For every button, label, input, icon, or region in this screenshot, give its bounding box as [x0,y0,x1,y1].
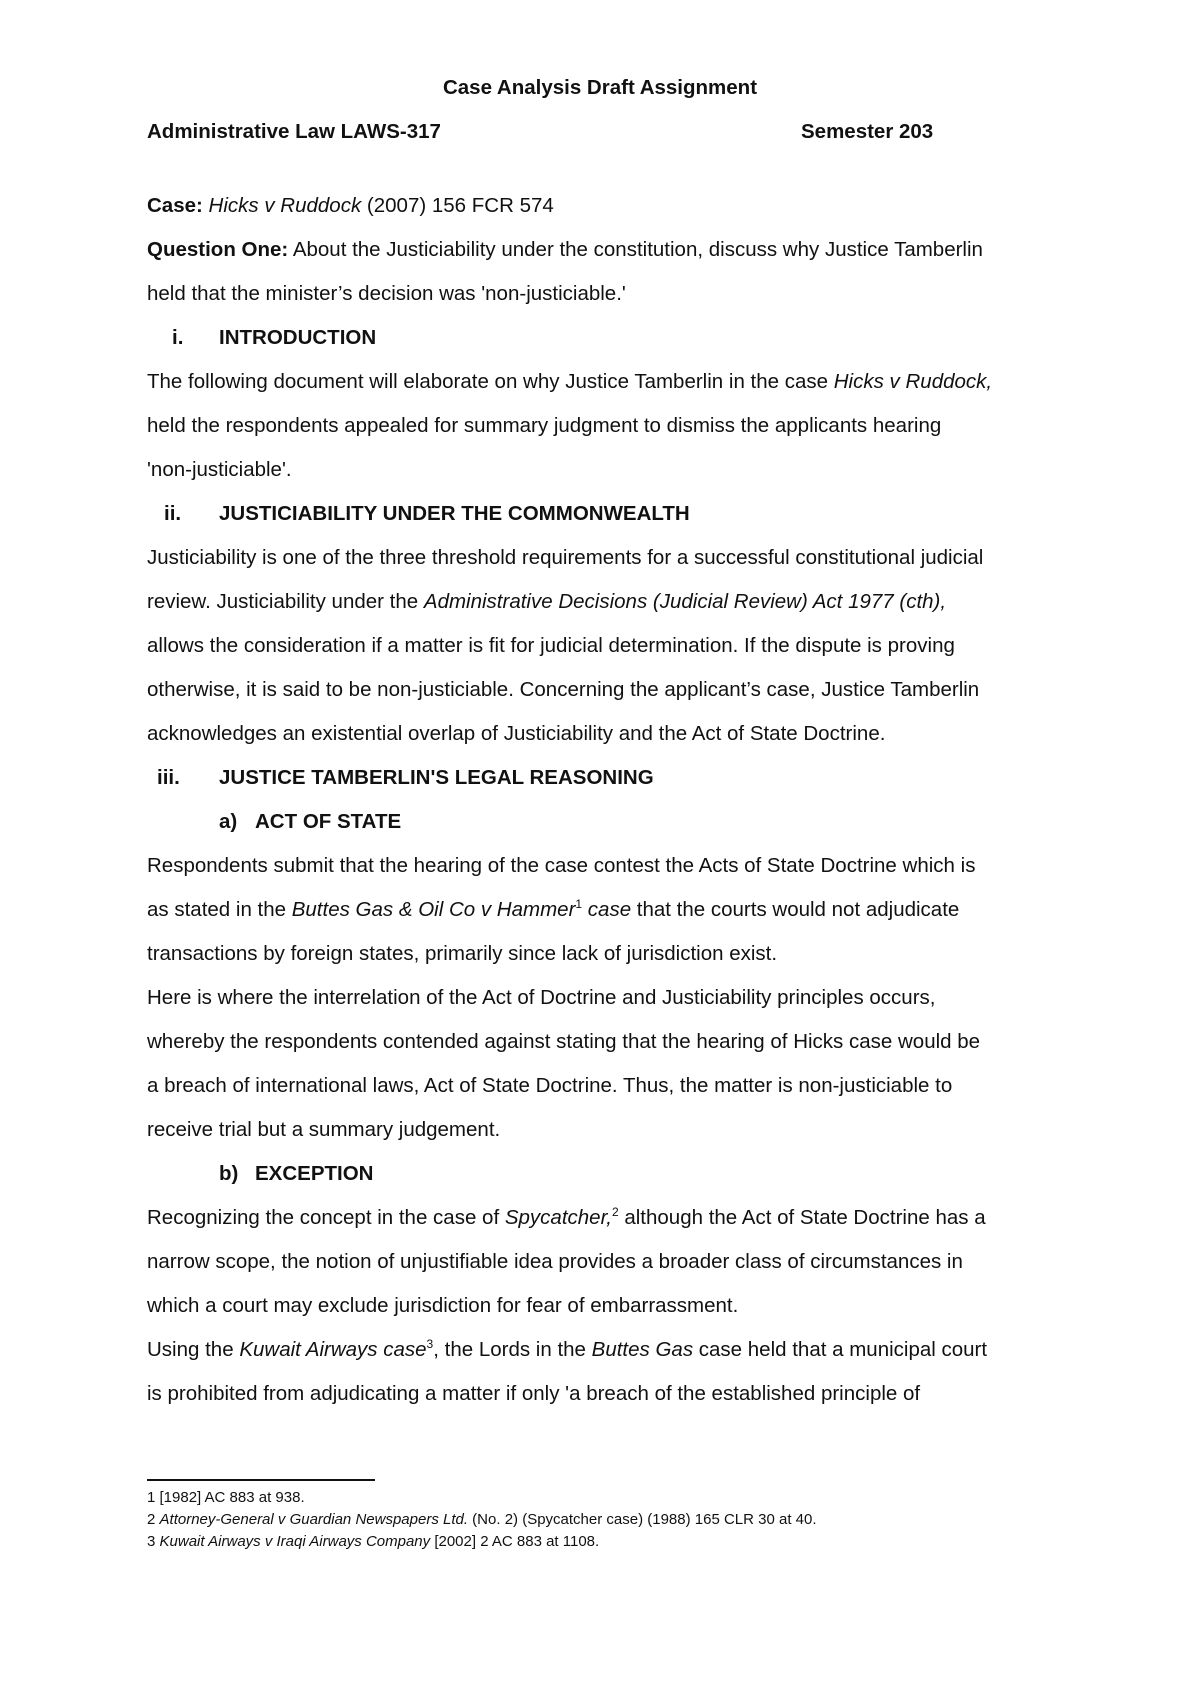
question-label: Question One: [147,238,289,261]
heading-text: INTRODUCTION [219,326,377,349]
paragraph-line: a breach of international laws, Act of State Doctrine. Thus, the matter is non-justiciable to [147,1074,953,1097]
case-name: Hicks v Ruddock [208,194,362,217]
footnote-3: 3 Kuwait Airways v Iraqi Airways Company [2002] 2 AC 883 at 1108. [147,1533,600,1550]
document-title: Case Analysis Draft Assignment [442,76,758,99]
paragraph-line: as stated in the Buttes Gas & Oil Co v Hammer$^1$ case that the courts would not adjudicate [147,897,960,921]
semester-label: Semester 203 [801,120,934,143]
footnote-ref-2[interactable]: 2 [611,1205,619,1220]
paragraph-line: 'non-justiciable'. [147,458,292,481]
course-name: Administrative Law LAWS-317 [147,120,441,143]
paragraph-line: receive trial but a summary judgement. [147,1118,501,1141]
footnote-ref-1[interactable]: 1 [575,897,583,912]
question-line-2: held that the minister’s decision was 'non-justiciable.' [147,282,626,305]
case-label: Case: [147,194,203,217]
case-line [147,191,1080,221]
footnote-separator [147,1479,375,1481]
footnote-ref-3[interactable]: 3 [426,1337,434,1352]
paragraph-line: is prohibited from adjudicating a matter if only 'a breach of the established principle of [147,1382,921,1405]
heading-number: ii. [164,502,182,525]
case-citation: (2007) 156 FCR 574 [366,194,554,217]
paragraph-line: The following document will elaborate on why Justice Tamberlin in the case Hicks v Ruddock, [147,370,993,393]
paragraph-line: Justiciability is one of the three threshold requirements for a successful constitutional judicial [147,546,984,569]
paragraph-line: transactions by foreign states, primarily since lack of jurisdiction exist. [147,942,778,965]
paragraph-line: review. Justiciability under the Administrative Decisions (Judicial Review) Act 1977 (cth), [147,590,947,613]
footnote-2: 2 Attorney-General v Guardian Newspapers Ltd. (No. 2) (Spycatcher case) (1988) 165 CLR 30 at 40. [147,1511,817,1528]
footnote-1: 1 [1982] AC 883 at 938. [147,1489,305,1506]
paragraph-line: which a court may exclude jurisdiction for fear of embarrassment. [147,1294,739,1317]
paragraph-line: otherwise, it is said to be non-justiciable. Concerning the applicant’s case, Justice Tamberlin [147,678,980,701]
heading-text: JUSTICIABILITY UNDER THE COMMONWEALTH [219,502,690,525]
heading-number: i. [172,326,184,349]
paragraph-line: allows the consideration if a matter is fit for judicial determination. If the dispute is proving [147,634,955,657]
heading-text: JUSTICE TAMBERLIN'S LEGAL REASONING [219,766,654,789]
subheading-number: b) [219,1162,239,1185]
paragraph-line: held the respondents appealed for summary judgment to dismiss the applicants hearing [147,414,942,437]
paragraph-line: Respondents submit that the hearing of the case contest the Acts of State Doctrine which is [147,854,976,877]
heading-number: iii. [157,766,180,789]
subheading-text: ACT OF STATE [255,810,402,833]
paragraph-line: narrow scope, the notion of unjustifiable idea provides a broader class of circumstances in [147,1250,963,1273]
paragraph-line: Here is where the interrelation of the Act of Doctrine and Justiciability principles occurs, [147,986,936,1009]
question-line-1: Question One: About the Justiciability under the constitution, discuss why Justice Tamberlin [147,238,983,261]
subheading-number: a) [219,810,238,833]
paragraph-line: Using the Kuwait Airways case$^3$, the Lords in the Buttes Gas case held that a municipal court [147,1337,988,1361]
subheading-text: EXCEPTION [255,1162,374,1185]
paragraph-line: acknowledges an existential overlap of Justiciability and the Act of State Doctrine. [147,722,886,745]
paragraph-line: whereby the respondents contended against stating that the hearing of Hicks case would be [147,1030,981,1053]
course-line [147,117,1080,147]
paragraph-line: Recognizing the concept in the case of Spycatcher,$^2$ although the Act of State Doctrine has a [147,1205,986,1229]
